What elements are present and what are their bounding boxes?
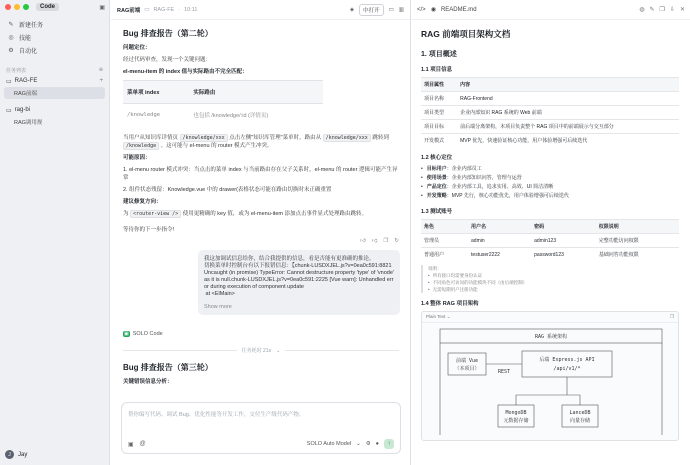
code-block (421, 311, 679, 441)
positioning-list (421, 165, 682, 201)
sidebar-item-label: 新建任务 (19, 23, 44, 29)
table-cell: 开发模式 (421, 134, 457, 148)
code-lang-label: Plain Text (426, 314, 446, 319)
sidebar (0, 0, 110, 465)
table-cell: MVP 优先，快速验证核心功能，用户体验增强可后续迭代 (457, 134, 679, 148)
add-project-icon[interactable]: ⊕ (98, 67, 103, 73)
note-item: • 无需短期用户注册功能 (428, 286, 682, 293)
note-title: 说明： (428, 266, 442, 271)
duration-text: 任务耗时 21s (241, 348, 272, 354)
duration-divider (123, 347, 399, 354)
task-time: 10:11 (184, 6, 198, 13)
table-header: 项目属性 (421, 78, 457, 92)
paragraph (123, 210, 399, 218)
note-item: • 所有接口均需要身份认证 (428, 272, 682, 279)
table-cell: 完整功能访问权限 (596, 234, 679, 248)
subsection-heading: 1.1 项目信息 (421, 67, 453, 73)
table-cell: RAG-Frontend (457, 92, 679, 106)
chat-header: RAG前端 ▭ RAG-FE · 10:11 ◈ 中打开 ▭ ▥ (111, 0, 410, 20)
backend-sub: /api/v1/* (553, 366, 581, 372)
list-item (421, 183, 682, 192)
section-heading: 1. 项目概述 (421, 51, 457, 58)
paragraph (123, 134, 399, 150)
agent-name: SOLO Code (132, 331, 163, 337)
task-item[interactable]: RAG调用规 (14, 120, 43, 126)
section-label: 问题定位： (123, 45, 151, 51)
open-in-button[interactable]: 中打开 (359, 4, 384, 16)
edit-icon[interactable]: ✎ (649, 7, 655, 13)
message-actions (123, 238, 399, 244)
sidebar-item-automation[interactable] (4, 44, 105, 57)
chevron-down-icon[interactable]: ⌄ (276, 347, 281, 354)
user-message (198, 250, 400, 315)
table-header: 权限说明 (596, 220, 679, 234)
table-header: 实际路由 (189, 81, 323, 104)
minimize-window-button[interactable] (14, 4, 20, 10)
list-value: ：MVP 先行，核心功能优先，用户体验增强可后续迭代 (446, 193, 569, 199)
project-name: RAG-FE (14, 78, 38, 84)
user-profile[interactable] (5, 450, 27, 459)
list-value: ：企业内部员工 (446, 166, 482, 172)
table-header: 内容 (457, 78, 679, 92)
sidebar-item-new-task[interactable] (4, 18, 105, 31)
input-placeholder: 帮你编写代码、调试 Bug、优化性能等开发工作，交付生产级代码产物。 (128, 412, 305, 418)
table-cell: 前后端分离架构，本项目负责整个 RAG 项目中的前端展示与交互部分 (457, 120, 679, 134)
microphone-icon[interactable]: ● (375, 441, 379, 447)
text: 当用户从知识库详情页 (123, 135, 179, 141)
folder-icon: ▭ (6, 107, 12, 114)
frontend-label: 前端 Vue (455, 358, 479, 364)
refresh-icon[interactable]: ↻ (394, 238, 399, 244)
report-title: Bug 排查报告（第三轮） (123, 363, 213, 372)
table-header: 菜单项 index (123, 81, 189, 104)
text: 。这可能与 el-menu 的 router 模式产生冲突。 (160, 143, 273, 149)
cause-item: 1. el-menu router 模式冲突：当点击的菜单 index 与当前路由存在父子关系时，el-menu 的 router 逻辑可能产生异常 (123, 167, 398, 181)
compose-icon: ✎ (8, 22, 14, 28)
table-cell: 管理员 (421, 234, 468, 248)
backend-label: 后端 Express.js API (539, 357, 595, 363)
frontend-sub: （本项目） (454, 366, 480, 372)
agent-label (123, 331, 399, 337)
doc-content (412, 20, 690, 465)
file-icon: </> (417, 6, 426, 13)
list-key: 目标用户 (426, 166, 447, 172)
task-item[interactable]: RAG前端 (4, 87, 105, 99)
table-row (421, 234, 679, 248)
user-message-text: 我这加调试信息给你，结合我提供的信息，看是否能有更准确的推论。 切换菜单时控制台有以下报错信息：【chunk-LUSDXJEL.js?v=0ea0c591:8821Uncaught (in promise) TypeError: Cannot destructure property 'type' of 'vnode' as it is null.chunk-LUSDXJEL.js?v=0ea0c591:2225 [Vue warn]: Unhandled error during execution of component update at <ElMain> (204, 256, 394, 297)
chat-panel (111, 0, 411, 465)
list-key: 开发策略 (426, 193, 447, 199)
table-cell: testuser2222 (468, 248, 531, 262)
image-icon[interactable]: ▣ (128, 442, 134, 448)
sidebar-item-skills[interactable] (4, 31, 105, 44)
section-label: 建议修复方向： (123, 199, 162, 205)
list-value: ：企业内部知识问答，管理与运营 (446, 175, 522, 181)
table-cell: 企业内部知识 RAG 系统的 Web 前端 (457, 106, 679, 120)
task-title: RAG前端 (117, 7, 141, 14)
chat-input[interactable] (121, 402, 401, 454)
close-icon[interactable]: ✕ (679, 7, 685, 13)
table-cell: 基础问答功能权限 (596, 248, 679, 262)
show-more-link[interactable]: Show more (204, 304, 232, 310)
download-icon[interactable]: ⇩ (669, 7, 675, 13)
text: 使用更精确的 key 值，或为 el-menu-item 添加点击事件显式处理路由跳转。 (182, 211, 367, 217)
solo-logo-icon: ▣ (124, 331, 129, 337)
terminal-icon[interactable]: ▭ (388, 6, 394, 13)
architecture-diagram (422, 323, 680, 442)
subsection-heading: 1.4 整体 RAG 项目架构 (421, 301, 479, 307)
lancedb-sub: 向量存储 (569, 418, 591, 424)
system-label: RAG 系统架构 (534, 334, 568, 340)
inline-code: /knowledge/xxx (323, 134, 371, 142)
copy-code-icon[interactable]: ❐ (669, 314, 674, 319)
project-item[interactable] (0, 104, 109, 116)
message-list (111, 20, 411, 400)
table-row (421, 106, 679, 120)
copy-icon[interactable]: ❐ (659, 7, 665, 13)
route-table (123, 80, 323, 126)
avatar: J (5, 450, 14, 459)
subsection-heading: 1.2 核心定位 (421, 155, 453, 161)
table-row (123, 104, 323, 127)
paragraph: el-menu-item 的 index 值与实际路由不完全匹配： (123, 69, 248, 75)
note-item: • 不同角色可访问的功能模块不同（由后端控制） (428, 279, 682, 286)
table-row (421, 134, 679, 148)
folder-icon: ▭ (6, 78, 12, 85)
section-label: 关键错误信息分析： (123, 379, 173, 385)
task-list-title: 任务列表 (6, 67, 27, 74)
list-key: 使用场景 (426, 175, 447, 181)
test-account-table (421, 219, 679, 261)
table-cell: /knowledge (123, 104, 189, 127)
sidebar-item-label: 技能 (19, 36, 32, 42)
rest-label: REST (497, 369, 511, 375)
skill-icon: ◎ (8, 35, 14, 41)
mongo-sub: 元数据存储 (503, 418, 529, 424)
automation-icon: ⚙ (8, 48, 14, 54)
inline-code: <router-view /> (130, 210, 181, 218)
text: 为 (123, 211, 129, 217)
folder-icon: ▭ (144, 6, 150, 13)
table-cell: 项目名称 (421, 92, 457, 106)
text: 跳转到 (372, 135, 389, 141)
user-name: Jay (18, 451, 28, 458)
lancedb-label: LanceDB (569, 410, 591, 416)
project-item[interactable] (0, 75, 109, 87)
settings-icon[interactable]: ⚙ (365, 441, 371, 447)
doc-title: RAG 前端项目架构文档 (421, 29, 511, 39)
backend-box (522, 351, 612, 377)
layout-icon[interactable]: ▥ (398, 6, 404, 13)
table-header: 密码 (531, 220, 596, 234)
list-key: 产品定位 (426, 184, 447, 190)
doc-tab[interactable]: README.md (440, 6, 477, 13)
send-button[interactable]: ↑ (384, 439, 394, 449)
paragraph: 等待你的下一步指令! (123, 227, 175, 233)
list-item (421, 165, 682, 174)
table-cell: 也包括 /knowledge/:id (详情页) (189, 104, 323, 127)
table-cell: 项目目标 (421, 120, 457, 134)
close-window-button[interactable] (5, 4, 11, 10)
paragraph: 经过代码审查，发现一个关键问题： (123, 57, 212, 63)
section-label: 可能原因： (123, 155, 151, 161)
vscode-icon[interactable]: ◈ (349, 6, 355, 13)
table-header: 用户名 (468, 220, 531, 234)
project-name: rag-bi (14, 107, 31, 113)
copy-icon[interactable]: ❐ (383, 238, 389, 244)
project-label: RAG-FE (153, 6, 175, 13)
chevron-down-icon[interactable]: ⌄ (356, 441, 361, 447)
sidebar-item-label: 自动化 (19, 49, 38, 55)
report-title: Bug 排查报告（第二轮） (123, 29, 213, 38)
thumbs-up-icon[interactable]: 👍︎ (360, 238, 366, 244)
globe-icon[interactable]: ◍ (639, 7, 645, 13)
doc-panel (412, 0, 690, 465)
table-row (421, 120, 679, 134)
table-cell: 普通用户 (421, 248, 468, 262)
toggle-sidebar-icon[interactable]: ▣ (99, 4, 105, 11)
inline-code: /knowledge (123, 142, 159, 150)
thumbs-down-icon[interactable]: 👎︎ (371, 238, 378, 244)
project-info-table (421, 77, 679, 147)
inline-code: /knowledge/xxx (180, 134, 228, 142)
window-titlebar (0, 0, 109, 14)
note-block (421, 265, 682, 293)
task-list-header (0, 65, 109, 75)
table-row (421, 248, 679, 262)
table-cell: password123 (531, 248, 596, 262)
cause-item: 2. 组件状态残留：Knowledge.vue 中的 drawer(表格状态可能在路由切换时未正确重置 (123, 187, 332, 193)
list-item (421, 174, 682, 183)
list-item (421, 192, 682, 201)
list-value: ：企业内部工具，追求实用、高效、UI 简洁清晰 (446, 184, 554, 190)
table-header: 角色 (421, 220, 468, 234)
table-row (421, 92, 679, 106)
table-cell: admin (468, 234, 531, 248)
app-name[interactable]: Code (36, 3, 59, 11)
mongo-label: MongoDB (505, 410, 527, 416)
table-cell: admin123 (531, 234, 596, 248)
code-lang[interactable]: Plain Text ⌄ (426, 314, 451, 319)
view-icon[interactable]: ◉ (430, 7, 436, 13)
text: 点击左侧"知识库管理"菜单时，路由从 (229, 135, 322, 141)
add-task-icon[interactable]: + (99, 78, 103, 84)
doc-header (412, 0, 690, 20)
subsection-heading: 1.3 测试账号 (421, 209, 453, 215)
at-mention-icon[interactable]: @ (139, 441, 146, 447)
table-cell: 项目类型 (421, 106, 457, 120)
maximize-window-button[interactable] (23, 4, 29, 10)
model-selector[interactable]: SOLO Auto Model (306, 441, 352, 447)
